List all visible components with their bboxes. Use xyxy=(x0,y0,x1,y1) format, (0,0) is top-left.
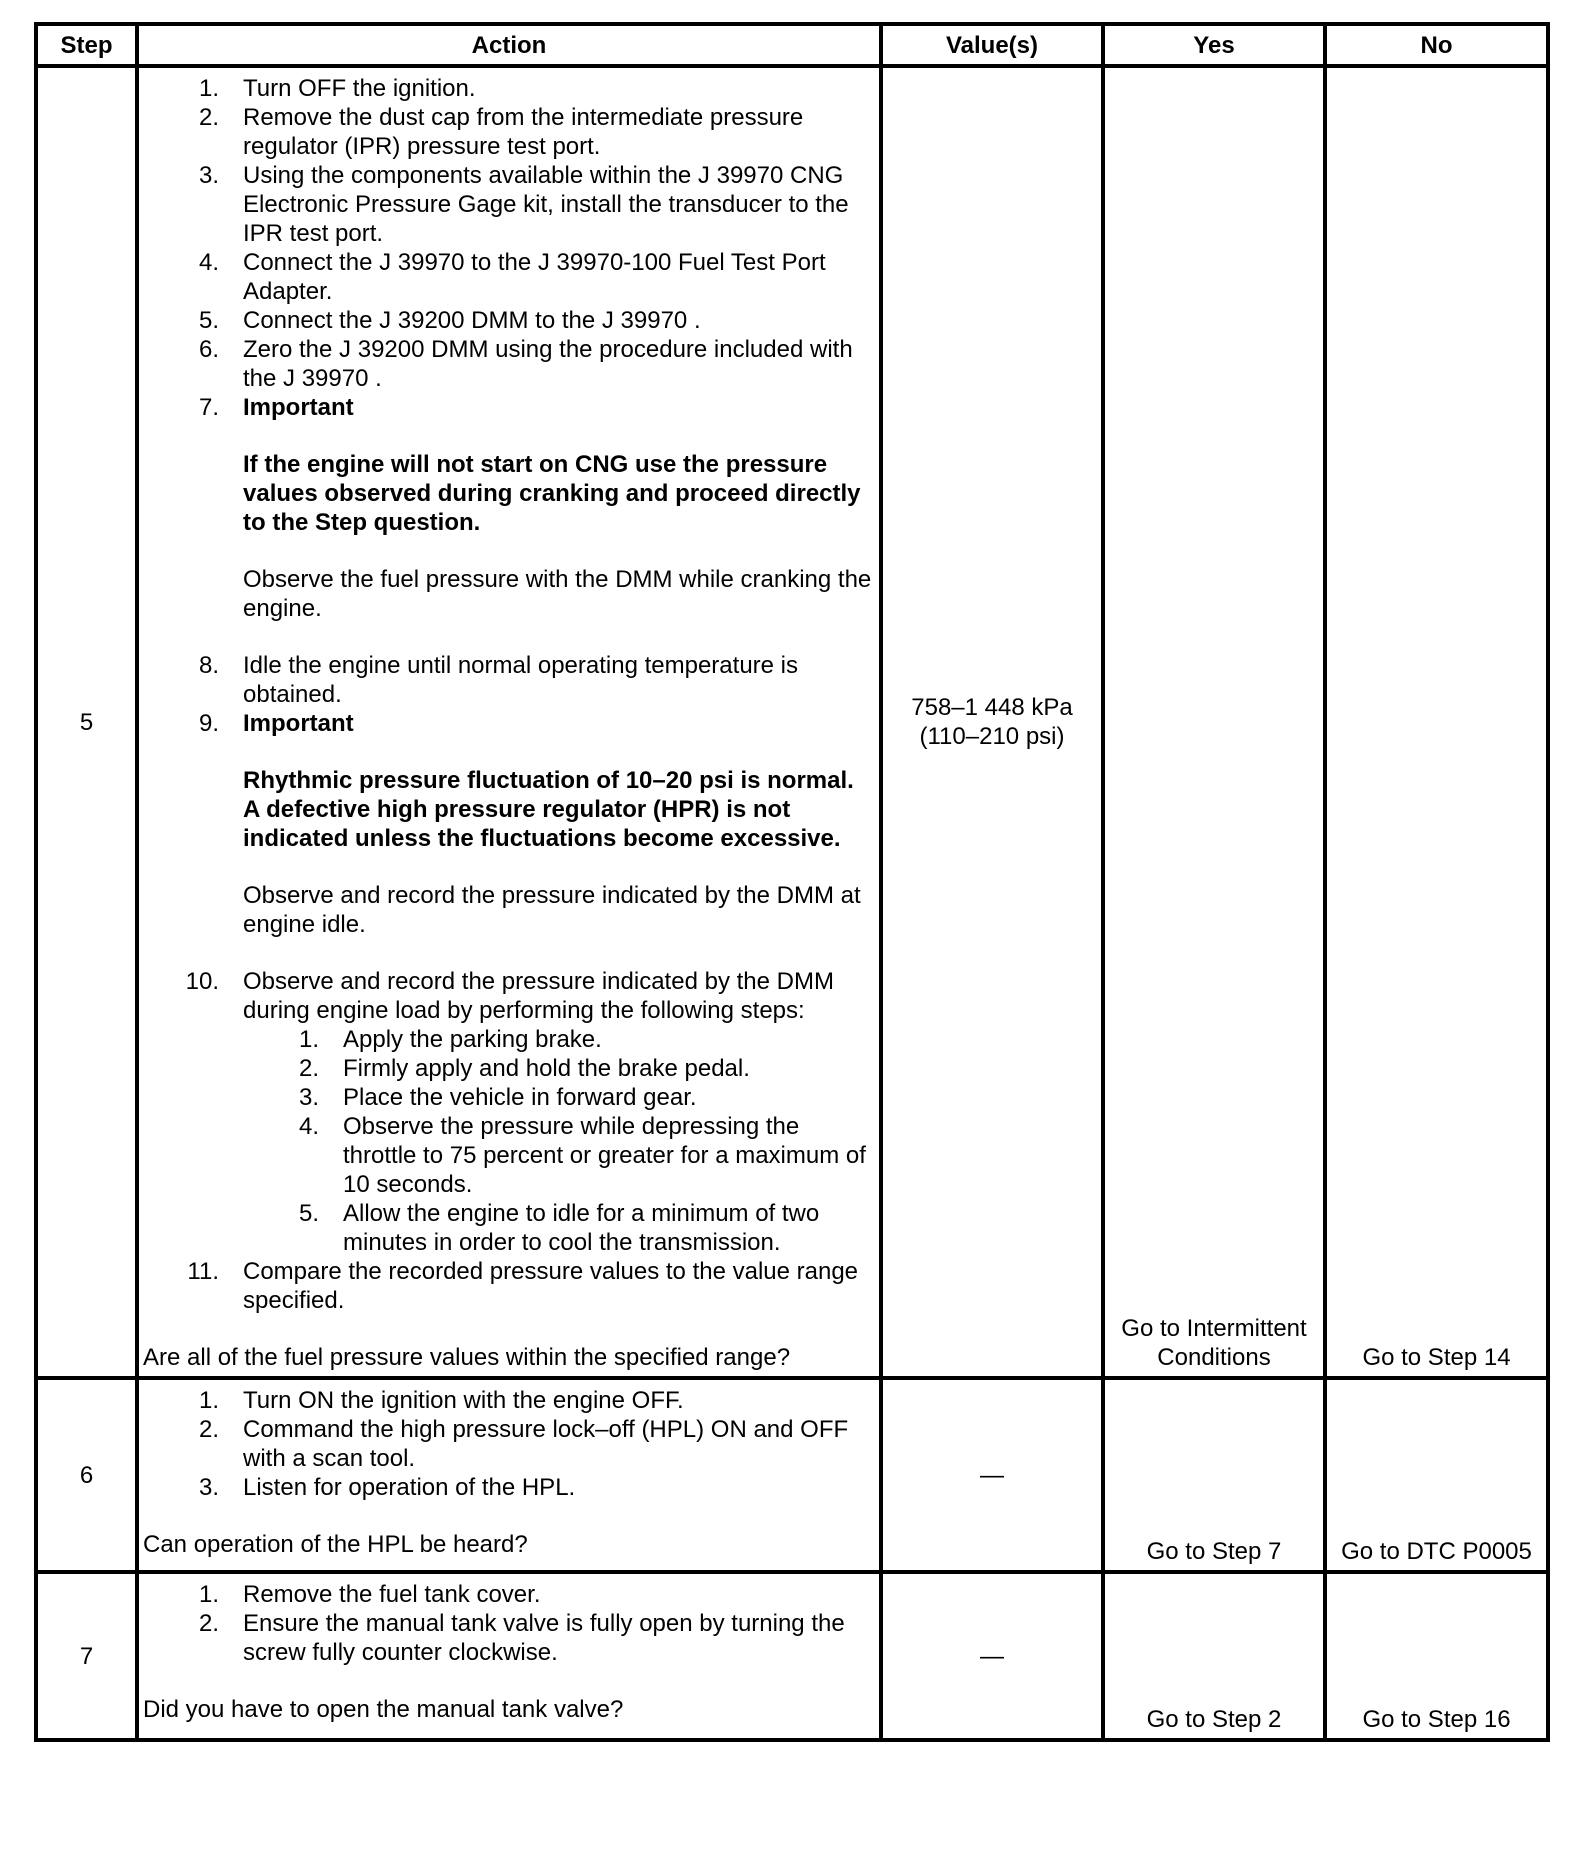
value-range-kpa: 758–1 448 kPa xyxy=(911,694,1073,721)
sub-list-item: 5. Allow the engine to idle for a minimum of two minutes in order to cool the transmission. xyxy=(298,1200,820,1256)
header-row xyxy=(36,24,1548,66)
no-cell xyxy=(1325,1572,1548,1740)
yes-link[interactable]: Go to Step 2 xyxy=(1146,1706,1282,1733)
list-item: 4. Connect the J 39970 to the J 39970-100 Fuel Test Port Adapter. xyxy=(198,249,826,305)
list-item: 3. Listen for operation of the HPL. xyxy=(198,1474,576,1501)
value-range-psi: (110–210 psi) xyxy=(919,723,1065,750)
yes-link[interactable]: Go to Step 7 xyxy=(1146,1538,1282,1565)
step-question: Can operation of the HPL be heard? xyxy=(143,1531,528,1558)
table-row-step-7 xyxy=(36,1572,1548,1740)
no-link[interactable]: Go to Step 14 xyxy=(1362,1344,1511,1371)
header-action: Action xyxy=(137,24,881,66)
important-label: Important xyxy=(243,394,354,421)
step-detail: Observe and record the pressure indicated by the DMM at engine idle. xyxy=(243,882,861,938)
value-cell xyxy=(881,66,1103,1378)
no-link[interactable]: Go to DTC P0005 xyxy=(1341,1538,1532,1565)
header-no: No xyxy=(1325,24,1548,66)
sub-list-item: 2. Firmly apply and hold the brake pedal. xyxy=(298,1055,750,1082)
list-item: 5. Connect the J 39200 DMM to the J 39970 . xyxy=(198,307,701,334)
no-link[interactable]: Go to Step 16 xyxy=(1362,1706,1511,1733)
header-step: Step xyxy=(36,24,137,66)
important-label: Important xyxy=(243,710,354,737)
list-item: 3. Using the components available within the J 39970 CNG Electronic Pressure Gage kit, install the transducer to the IPR test port. xyxy=(198,162,849,247)
list-item: 9. Important Rhythmic pressure fluctuation of 10–20 psi is normal. A defective high pressure regulator (HPR) is not indicated unless the fluctuations become excessive. Observe and record the pressure indicated by the DMM at engine idle. xyxy=(143,709,873,967)
step-detail: Observe the fuel pressure with the DMM while cranking the engine. xyxy=(243,566,872,622)
list-item: 1. Remove the fuel tank cover. xyxy=(198,1581,541,1608)
action-cell xyxy=(137,1378,881,1572)
diagnostic-table xyxy=(34,22,1550,1742)
yes-cell xyxy=(1103,66,1325,1378)
step-question: Did you have to open the manual tank valve? xyxy=(143,1696,624,1723)
sub-list xyxy=(243,1025,873,1257)
sub-list-item: 1. Apply the parking brake. xyxy=(298,1026,602,1053)
no-cell xyxy=(1325,66,1548,1378)
yes-link[interactable]: Go to Intermittent Conditions xyxy=(1121,1315,1307,1371)
step-question: Are all of the fuel pressure values within the specified range? xyxy=(143,1344,791,1371)
action-cell xyxy=(137,1572,881,1740)
list-item: 2. Ensure the manual tank valve is fully open by turning the screw fully counter clockwise. xyxy=(198,1610,845,1666)
list-item: 8. Idle the engine until normal operating temperature is obtained. xyxy=(198,652,798,708)
action-cell xyxy=(137,66,881,1378)
list-item: 7. Important If the engine will not start on CNG use the pressure values observed during cranking and proceed directly to the Step question. Observe the fuel pressure with the DMM while cranking the engine. xyxy=(198,394,872,622)
list-item: 1. Turn OFF the ignition. xyxy=(198,75,476,102)
header-values: Value(s) xyxy=(881,24,1103,66)
value-cell: — xyxy=(881,1572,1103,1740)
important-note: Rhythmic pressure fluctuation of 10–20 psi is normal. A defective high pressure regulator (HPR) is not indicated unless the fluctuations become excessive. xyxy=(243,767,854,852)
list-item: 1. Turn ON the ignition with the engine OFF. xyxy=(198,1387,684,1414)
important-note: If the engine will not start on CNG use the pressure values observed during cranking and proceed directly to the Step question. xyxy=(243,451,861,536)
step-number: 6 xyxy=(36,1378,137,1572)
table-row-step-6 xyxy=(36,1378,1548,1572)
sub-list-item: 4. Observe the pressure while depressing the throttle to 75 percent or greater for a maximum of 10 seconds. xyxy=(298,1113,866,1198)
value-cell: — xyxy=(881,1378,1103,1572)
step-number: 7 xyxy=(36,1572,137,1740)
step-number: 5 xyxy=(36,66,137,1378)
list-item: 2. Command the high pressure lock–off (HPL) ON and OFF with a scan tool. xyxy=(198,1416,849,1472)
list-item: 10. Observe and record the pressure indicated by the DMM during engine load by performing the following steps: 1. Apply the parking brake. 2. Firmly apply and hold the brake pedal. 3. Place the vehicle in forward gear. 4. Observe the pressure while depressing the throttle to 75 percent or greater for a maximum of 10 seconds. 5. Allow the engine to idle for a minimum of two minutes in order to cool the transmission. xyxy=(143,967,873,1257)
list-item: 6. Zero the J 39200 DMM using the procedure included with the J 39970 . xyxy=(198,336,853,392)
yes-cell xyxy=(1103,1572,1325,1740)
yes-cell xyxy=(1103,1378,1325,1572)
table-row-step-5 xyxy=(36,66,1548,1378)
sub-list-item: 3. Place the vehicle in forward gear. xyxy=(298,1084,697,1111)
list-item: 2. Remove the dust cap from the intermediate pressure regulator (IPR) pressure test port. xyxy=(198,104,804,160)
list-item: 11. Compare the recorded pressure values to the value range specified. xyxy=(187,1258,859,1314)
no-cell xyxy=(1325,1378,1548,1572)
header-yes: Yes xyxy=(1103,24,1325,66)
